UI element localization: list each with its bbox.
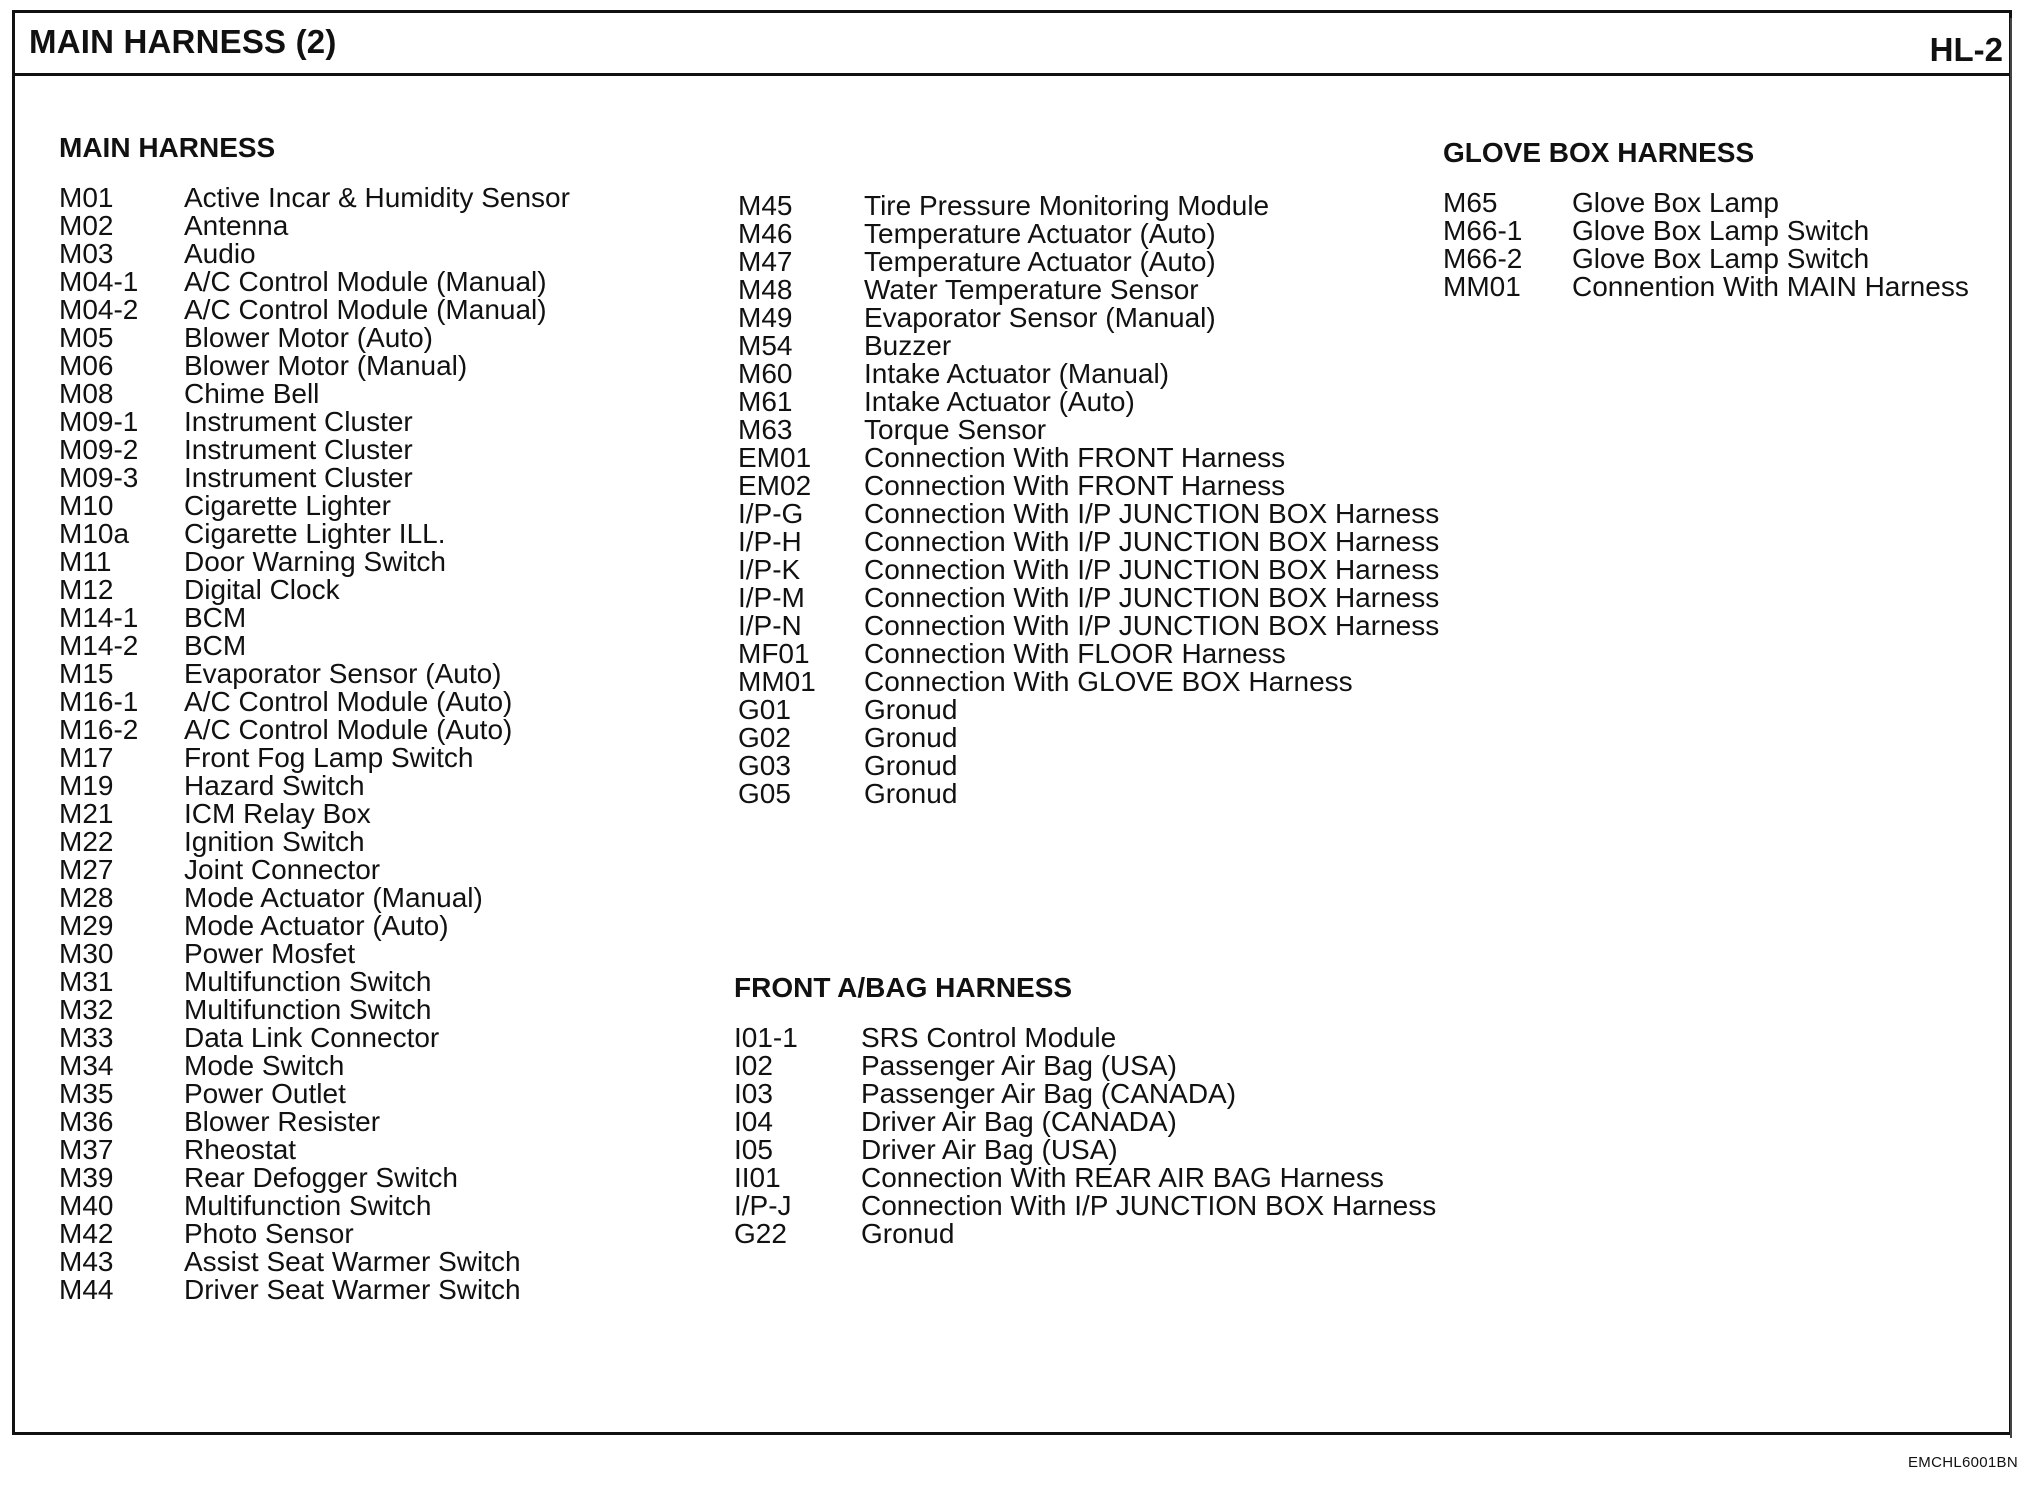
connector-description: Multifunction Switch	[184, 994, 432, 1025]
list-item	[59, 912, 570, 940]
connector-description: Mode Switch	[184, 1050, 345, 1081]
connector-description: Connection With I/P JUNCTION BOX Harness	[864, 498, 1440, 529]
list-item	[59, 548, 570, 576]
list-item	[738, 416, 1439, 444]
page-header	[15, 13, 2009, 76]
list-item	[738, 220, 1439, 248]
connector-code: MM01	[1443, 271, 1521, 302]
connector-description: Gronud	[864, 750, 958, 781]
section-heading: MAIN HARNESS	[59, 132, 276, 163]
list-item	[59, 688, 570, 716]
list-item	[59, 800, 570, 828]
list-item	[59, 1136, 570, 1164]
connector-description: Passenger Air Bag (CANADA)	[861, 1078, 1237, 1109]
connector-description: Data Link Connector	[184, 1022, 440, 1053]
connector-code: G02	[738, 722, 791, 753]
list-item	[59, 940, 570, 968]
list-item	[1443, 189, 1969, 217]
connector-list	[1443, 189, 1969, 301]
list-item	[59, 1080, 570, 1108]
list-item	[734, 1052, 1436, 1080]
list-item	[59, 1108, 570, 1136]
connector-description: A/C Control Module (Auto)	[184, 714, 513, 745]
list-item	[59, 1192, 570, 1220]
connector-code: I/P-J	[734, 1190, 792, 1221]
glove-box-harness-section	[1443, 137, 1969, 301]
connector-description: Blower Motor (Manual)	[184, 350, 468, 381]
main-harness-continued-section	[738, 192, 1439, 808]
connector-code: M65	[1443, 187, 1498, 218]
list-item	[59, 576, 570, 604]
connector-description: Intake Actuator (Manual)	[864, 358, 1170, 389]
connector-code: MF01	[738, 638, 810, 669]
list-item	[738, 696, 1439, 724]
list-item	[59, 968, 570, 996]
connector-code: M10a	[59, 518, 130, 549]
list-item	[59, 1276, 570, 1304]
frame-edge	[2010, 18, 2018, 1438]
front-abag-harness-section	[734, 972, 1436, 1248]
connector-code: M16-2	[59, 714, 139, 745]
list-item	[59, 184, 570, 212]
connector-description: Driver Air Bag (CANADA)	[861, 1106, 1177, 1137]
connector-description: Gronud	[864, 722, 958, 753]
list-item	[1443, 217, 1969, 245]
connector-description: SRS Control Module	[861, 1022, 1117, 1053]
connector-description: Instrument Cluster	[184, 462, 413, 493]
list-item	[734, 1024, 1436, 1052]
list-item	[738, 332, 1439, 360]
connector-description: Blower Resister	[184, 1106, 381, 1137]
list-item	[59, 324, 570, 352]
connector-code: M01	[59, 182, 114, 213]
connector-description: Connection With I/P JUNCTION BOX Harness	[864, 554, 1440, 585]
list-item	[59, 1052, 570, 1080]
connector-description: Photo Sensor	[184, 1218, 354, 1249]
connector-description: Audio	[184, 238, 256, 269]
connector-code: M14-1	[59, 602, 139, 633]
connector-code: G05	[738, 778, 791, 809]
connector-code: G22	[734, 1218, 787, 1249]
connector-code: M28	[59, 882, 114, 913]
connector-description: Temperature Actuator (Auto)	[864, 218, 1216, 249]
list-item	[738, 668, 1439, 696]
connector-code: M42	[59, 1218, 114, 1249]
connector-code: I/P-M	[738, 582, 805, 613]
connector-code: M31	[59, 966, 114, 997]
list-item	[59, 996, 570, 1024]
connector-description: Connection With FRONT Harness	[864, 470, 1286, 501]
list-item	[59, 660, 570, 688]
connector-description: Connection With FLOOR Harness	[864, 638, 1286, 669]
connector-description: Multifunction Switch	[184, 966, 432, 997]
connector-code: EM02	[738, 470, 812, 501]
connector-description: A/C Control Module (Auto)	[184, 686, 513, 717]
connector-code: M03	[59, 238, 114, 269]
connector-code: M43	[59, 1246, 114, 1277]
list-item	[59, 884, 570, 912]
connector-code: M48	[738, 274, 793, 305]
connector-code: I02	[734, 1050, 773, 1081]
connector-description: Water Temperature Sensor	[864, 274, 1199, 305]
list-item	[738, 248, 1439, 276]
connector-code: M02	[59, 210, 114, 241]
connector-code: G03	[738, 750, 791, 781]
connector-code: M06	[59, 350, 114, 381]
connector-description: Mode Actuator (Manual)	[184, 882, 483, 913]
connector-description: Instrument Cluster	[184, 406, 413, 437]
connector-code: M30	[59, 938, 114, 969]
connector-code: I04	[734, 1106, 773, 1137]
list-item	[59, 744, 570, 772]
connector-code: M33	[59, 1022, 114, 1053]
connector-code: M27	[59, 854, 114, 885]
connector-code: M05	[59, 322, 114, 353]
list-item	[59, 240, 570, 268]
connector-description: Rear Defogger Switch	[184, 1162, 458, 1193]
connector-description: Connection With I/P JUNCTION BOX Harness	[864, 582, 1440, 613]
connector-code: G01	[738, 694, 791, 725]
connector-description: Torque Sensor	[864, 414, 1047, 445]
connector-code: M37	[59, 1134, 114, 1165]
connector-code: M63	[738, 414, 793, 445]
list-item	[59, 716, 570, 744]
connector-description: Door Warning Switch	[184, 546, 446, 577]
list-item	[738, 192, 1439, 220]
connector-description: Front Fog Lamp Switch	[184, 742, 474, 773]
connector-description: Assist Seat Warmer Switch	[184, 1246, 521, 1277]
connector-code: M35	[59, 1078, 114, 1109]
connector-code: M61	[738, 386, 793, 417]
list-item	[738, 528, 1439, 556]
connector-description: Joint Connector	[184, 854, 381, 885]
main-harness-section	[59, 132, 570, 1304]
list-item	[59, 464, 570, 492]
list-item	[738, 304, 1439, 332]
list-item	[59, 772, 570, 800]
connector-code: M54	[738, 330, 793, 361]
list-item	[738, 276, 1439, 304]
list-item	[738, 752, 1439, 780]
section-heading: GLOVE BOX HARNESS	[1443, 137, 1755, 168]
connector-code: I/P-K	[738, 554, 801, 585]
page-title: MAIN HARNESS (2)	[29, 23, 337, 60]
list-item	[59, 1220, 570, 1248]
list-item	[734, 1192, 1436, 1220]
list-item	[738, 360, 1439, 388]
connector-description: Intake Actuator (Auto)	[864, 386, 1135, 417]
list-item	[59, 268, 570, 296]
connector-code: M04-2	[59, 294, 139, 325]
connector-code: M21	[59, 798, 114, 829]
connector-description: Multifunction Switch	[184, 1190, 432, 1221]
connector-code: M46	[738, 218, 793, 249]
connector-description: Glove Box Lamp Switch	[1572, 243, 1870, 274]
connector-description: Hazard Switch	[184, 770, 365, 801]
connector-description: Digital Clock	[184, 574, 340, 605]
connector-code: M47	[738, 246, 793, 277]
list-item	[59, 856, 570, 884]
connector-code: M44	[59, 1274, 114, 1305]
connector-code: M17	[59, 742, 114, 773]
connector-description: Power Mosfet	[184, 938, 356, 969]
list-item	[59, 828, 570, 856]
connector-code: EM01	[738, 442, 812, 473]
list-item	[59, 212, 570, 240]
connector-code: M09-3	[59, 462, 139, 493]
list-item	[59, 436, 570, 464]
connector-code: M08	[59, 378, 114, 409]
connector-code: II01	[734, 1162, 781, 1193]
connector-description: Ignition Switch	[184, 826, 365, 857]
connector-description: Active Incar & Humidity Sensor	[184, 182, 570, 213]
connector-code: M16-1	[59, 686, 139, 717]
connector-code: I05	[734, 1134, 773, 1165]
connector-description: Antenna	[184, 210, 289, 241]
connector-code: M11	[59, 546, 112, 577]
connector-description: Tire Pressure Monitoring Module	[864, 190, 1270, 221]
figure-code: EMCHL6001BN	[1907, 1454, 2018, 1471]
connector-description: Blower Motor (Auto)	[184, 322, 433, 353]
connector-description: Mode Actuator (Auto)	[184, 910, 449, 941]
connector-description: Connection With I/P JUNCTION BOX Harness	[861, 1190, 1437, 1221]
list-item	[59, 1248, 570, 1276]
list-item	[59, 380, 570, 408]
connector-description: ICM Relay Box	[184, 798, 371, 829]
list-item	[59, 352, 570, 380]
connector-code: I/P-H	[738, 526, 802, 557]
connector-code: M29	[59, 910, 114, 941]
connector-code: I03	[734, 1078, 773, 1109]
connector-description: Gronud	[864, 778, 958, 809]
connector-code: MM01	[738, 666, 816, 697]
list-item	[59, 492, 570, 520]
list-item	[738, 780, 1439, 808]
connector-code: I/P-G	[738, 498, 804, 529]
connector-description: Driver Seat Warmer Switch	[184, 1274, 521, 1305]
connector-description: Connection With I/P JUNCTION BOX Harness	[864, 526, 1440, 557]
connector-description: Passenger Air Bag (USA)	[861, 1050, 1177, 1081]
list-item	[738, 472, 1439, 500]
connector-description: Connection With REAR AIR BAG Harness	[861, 1162, 1384, 1193]
connector-description: Buzzer	[864, 330, 952, 361]
connector-code: M15	[59, 658, 114, 689]
list-item	[59, 604, 570, 632]
connector-description: Glove Box Lamp	[1572, 187, 1779, 218]
list-item	[734, 1164, 1436, 1192]
connector-description: Temperature Actuator (Auto)	[864, 246, 1216, 277]
connector-description: A/C Control Module (Manual)	[184, 266, 547, 297]
connector-description: Power Outlet	[184, 1078, 346, 1109]
connector-description: Connection With GLOVE BOX Harness	[864, 666, 1353, 697]
connector-code: M04-1	[59, 266, 139, 297]
connector-code: M66-1	[1443, 215, 1523, 246]
connector-code: M12	[59, 574, 114, 605]
connector-code: M36	[59, 1106, 114, 1137]
connector-list	[738, 192, 1439, 808]
connector-description: A/C Control Module (Manual)	[184, 294, 547, 325]
connector-code: I01-1	[734, 1022, 798, 1053]
connector-description: Evaporator Sensor (Manual)	[864, 302, 1216, 333]
list-item	[738, 612, 1439, 640]
connector-code: M34	[59, 1050, 114, 1081]
connector-description: Chime Bell	[184, 378, 320, 409]
connector-description: Glove Box Lamp Switch	[1572, 215, 1870, 246]
list-item	[738, 556, 1439, 584]
list-item	[738, 724, 1439, 752]
list-item	[738, 500, 1439, 528]
list-item	[59, 520, 570, 548]
connector-code: M45	[738, 190, 793, 221]
connector-code: M19	[59, 770, 114, 801]
connector-description: Connention With MAIN Harness	[1572, 271, 1969, 302]
list-item	[738, 584, 1439, 612]
connector-list	[59, 184, 570, 1304]
connector-description: Connection With I/P JUNCTION BOX Harness	[864, 610, 1440, 641]
connector-code: M22	[59, 826, 114, 857]
connector-code: M49	[738, 302, 793, 333]
list-item	[734, 1080, 1436, 1108]
list-item	[1443, 245, 1969, 273]
connector-code: I/P-N	[738, 610, 802, 641]
list-item	[734, 1108, 1436, 1136]
connector-description: BCM	[184, 602, 247, 633]
connector-description: Driver Air Bag (USA)	[861, 1134, 1118, 1165]
list-item	[59, 296, 570, 324]
connector-description: Connection With FRONT Harness	[864, 442, 1286, 473]
section-heading: FRONT A/BAG HARNESS	[734, 972, 1073, 1003]
connector-code: M09-1	[59, 406, 139, 437]
connector-code: M39	[59, 1162, 114, 1193]
connector-code: M14-2	[59, 630, 139, 661]
list-item	[59, 408, 570, 436]
connector-description: Cigarette Lighter ILL.	[184, 518, 446, 549]
list-item	[738, 640, 1439, 668]
list-item	[59, 632, 570, 660]
connector-description: Gronud	[861, 1218, 955, 1249]
connector-code: M09-2	[59, 434, 139, 465]
connector-code: M10	[59, 490, 114, 521]
page-code: HL-2	[1929, 31, 2003, 68]
connector-code: M66-2	[1443, 243, 1523, 274]
connector-description: Rheostat	[184, 1134, 297, 1165]
list-item	[738, 444, 1439, 472]
list-item	[59, 1164, 570, 1192]
connector-description: Cigarette Lighter	[184, 490, 392, 521]
connector-code: M32	[59, 994, 114, 1025]
connector-code: M40	[59, 1190, 114, 1221]
connector-list	[734, 1024, 1436, 1248]
connector-description: Evaporator Sensor (Auto)	[184, 658, 502, 689]
list-item	[59, 1024, 570, 1052]
list-item	[1443, 273, 1969, 301]
connector-description: Instrument Cluster	[184, 434, 413, 465]
list-item	[738, 388, 1439, 416]
connector-description: Gronud	[864, 694, 958, 725]
connector-description: BCM	[184, 630, 247, 661]
list-item	[734, 1136, 1436, 1164]
connector-code: M60	[738, 358, 793, 389]
list-item	[734, 1220, 1436, 1248]
